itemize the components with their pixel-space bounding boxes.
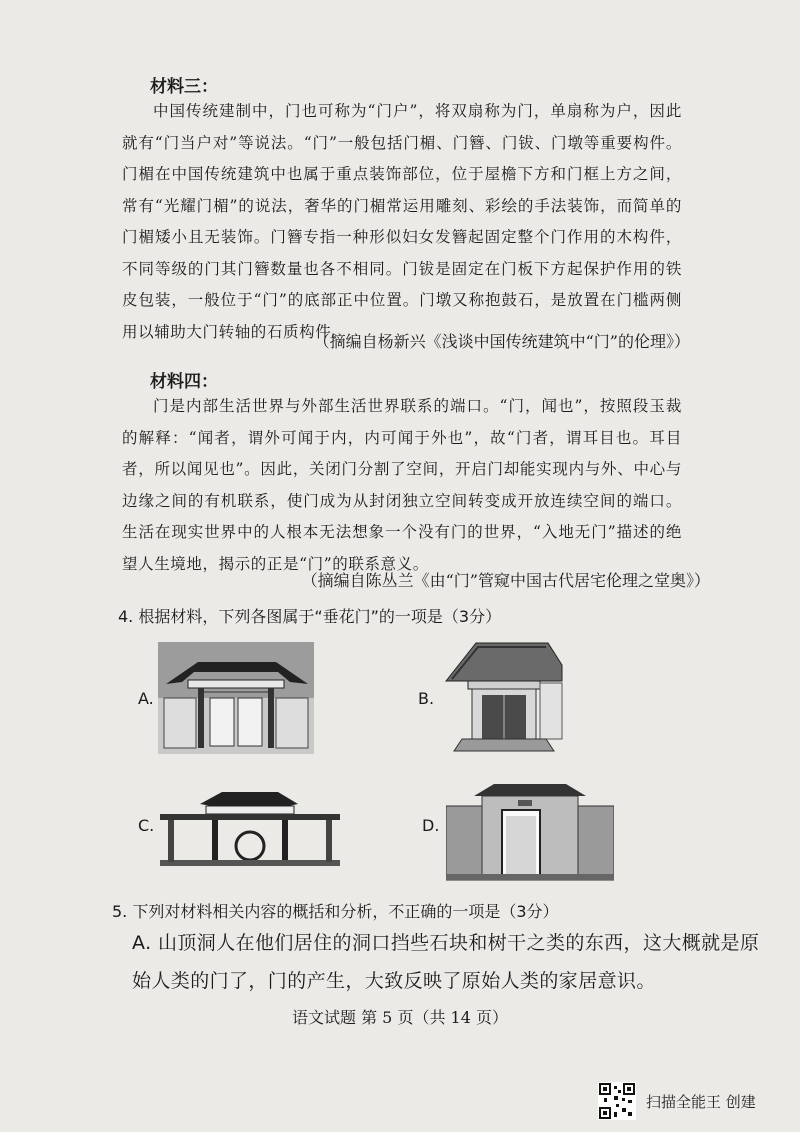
option-b-label: B. (418, 689, 435, 708)
material4-paragraph: 门是内部生活世界与外部生活世界联系的端口。“门，闻也”，按照段玉裁的解释：“闻者，谓外可闻于内，内可闻于外也”，故“门者，谓耳目也。耳目者，所以闻见也”。因此，关闭门分割了空间，开启门却能实现内与外、中心与边缘之间的有机联系，使门成为从封闭独立空间转变成开放连续空间的端口。生活在现实世界中的人根本无法想象一个没有门的世界，“入地无门”描述的绝望人生境地，揭示的正是“门”的联系意义。 (122, 397, 682, 573)
material4-label: 材料四： (150, 372, 218, 392)
scanner-watermark: 扫描全能王 创建 (646, 1093, 756, 1111)
material3-source: （摘编自杨新兴《浅谈中国传统建筑中“门”的伦理》） (313, 332, 690, 351)
gate-figure-a (158, 642, 314, 754)
material3-label: 材料三： (150, 77, 218, 97)
question-5-option-a-line2: 始人类的门了，门的产生，大致反映了原始人类的家居意识。 (132, 970, 656, 992)
option-a-label: A. (138, 689, 154, 708)
gate-figure-b (442, 635, 564, 755)
question-5-stem: 5. 下列对材料相关内容的概括和分析，不正确的一项是（3分） (112, 902, 559, 921)
question-5-option-a-line1: A. 山顶洞人在他们居住的洞口挡些石块和树干之类的东西，这大概就是原 (132, 932, 760, 954)
page-footer: 语文试题 第 5 页（共 14 页） (292, 1008, 508, 1027)
gate-figure-c (160, 786, 340, 868)
material3-paragraph: 中国传统建制中，门也可称为“门户”，将双扇称为门，单扇称为户，因此就有“门当户对”等说法。“门”一般包括门楣、门簪、门钹、门墩等重要构件。门楣在中国传统建筑中也属于重点装饰部位，位于屋檐下方和门框上方之间，常有“光耀门楣”的说法，奢华的门楣常运用雕刻、彩绘的手法装饰，而简单的门楣矮小且无装饰。门簪专指一种形似妇女发簪起固定整个门作用的木构件，不同等级的门其门簪数量也各不相同。门钹是固定在门板下方起保护作用的铁皮包装，一般位于“门”的底部正中位置。门墩又称抱鼓石，是放置在门槛两侧用以辅助大门转轴的石质构件。 (122, 102, 682, 341)
gate-figure-d (446, 782, 614, 882)
question-4-stem: 4. 根据材料，下列各图属于“垂花门”的一项是（3分） (118, 607, 502, 626)
option-c-label: C. (138, 816, 155, 835)
material4-source: （摘编自陈丛兰《由“门”管窥中国古代居宅伦理之堂奥》） (301, 571, 710, 590)
option-d-label: D. (422, 816, 440, 835)
qr-code-icon (598, 1082, 636, 1120)
